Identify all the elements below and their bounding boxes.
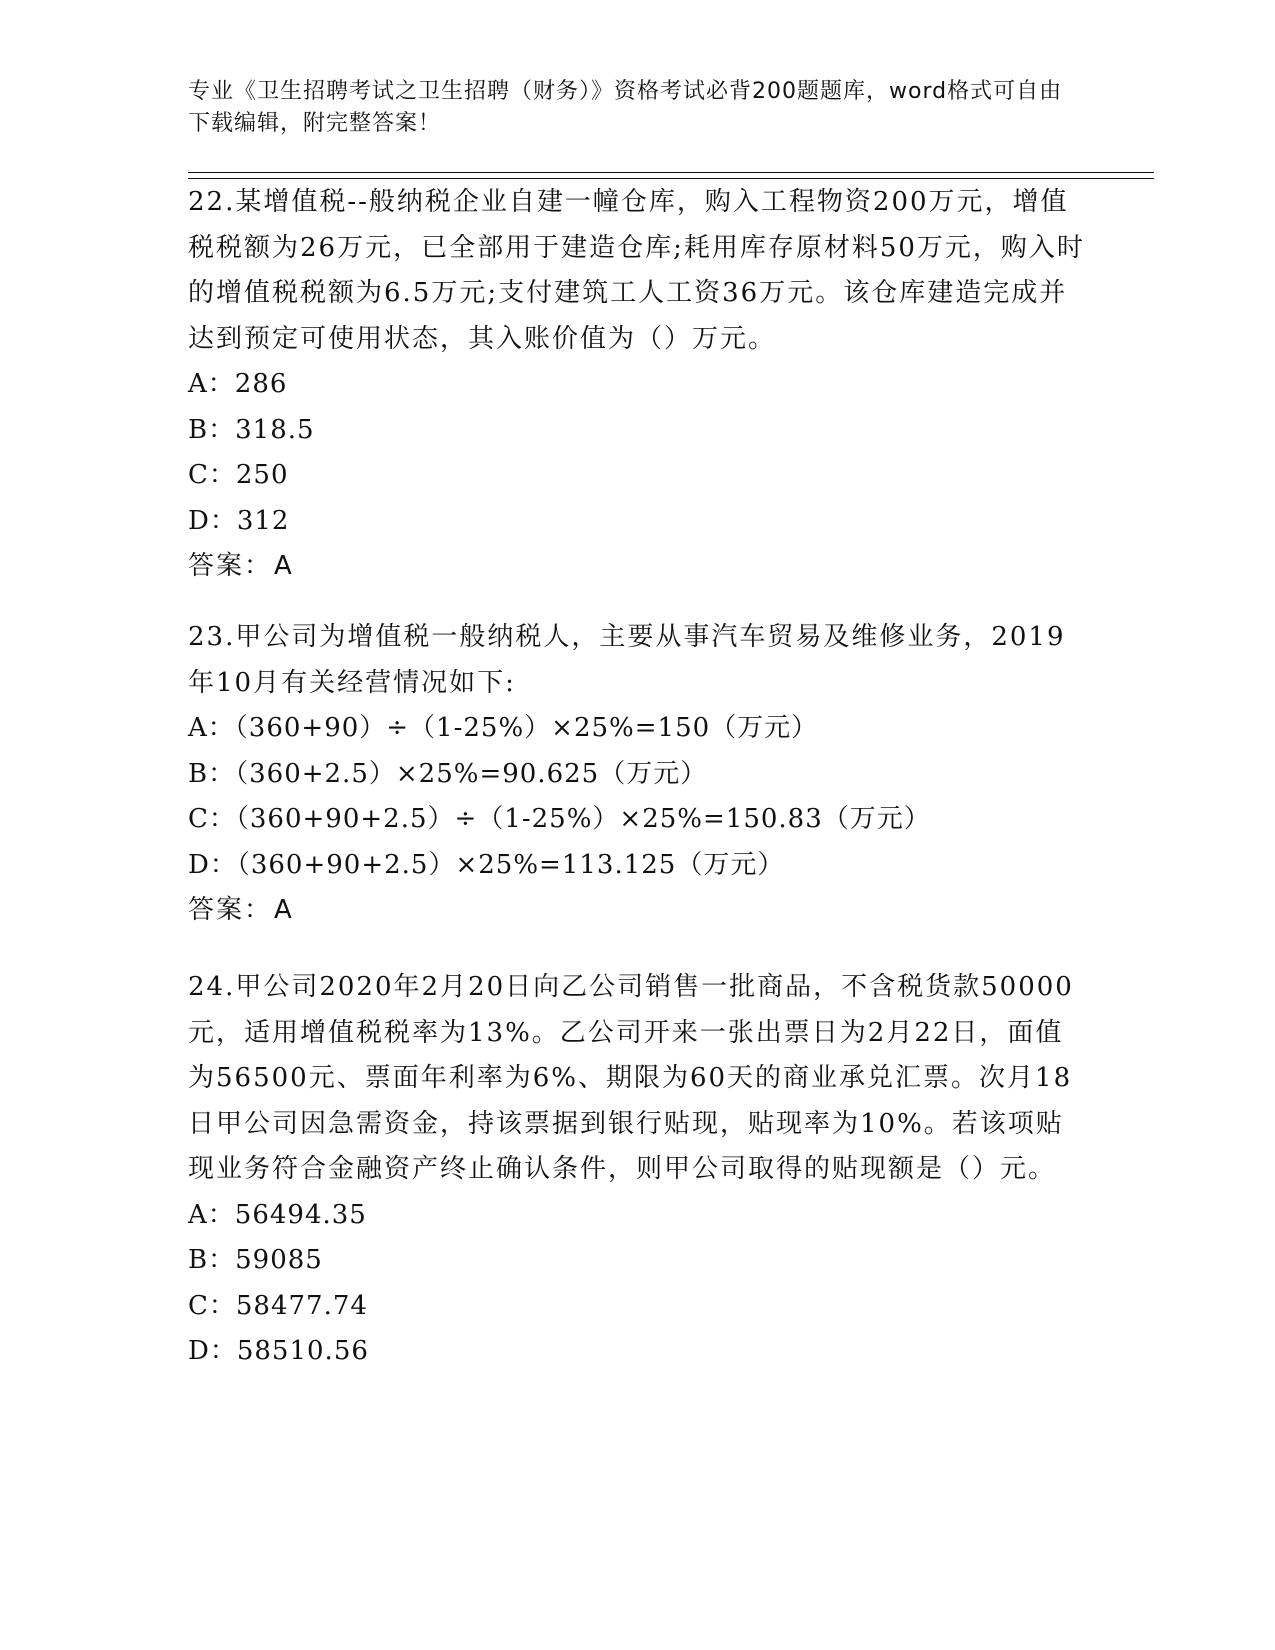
option-b: B：（360+2.5）×25%=90.625（万元） <box>188 758 708 789</box>
option-a: A：286 <box>188 369 288 399</box>
option-d: D：312 <box>188 505 290 536</box>
header-rule-top <box>188 172 1154 173</box>
option-c: C：（360+90+2.5）÷（1-25%）×25%=150.83（万元） <box>188 804 931 834</box>
question-stem: 23.甲公司为增值税一般纳税人，主要从事汽车贸易及维修业务，2019年10月有关经营情况如下: <box>188 622 1066 698</box>
question-23 <box>188 615 1088 934</box>
option-b: B：59085 <box>188 1245 323 1275</box>
option-a: A：56494.35 <box>188 1199 367 1230</box>
option-d: D：58510.56 <box>188 1336 369 1366</box>
question-stem: 24.甲公司2020年2月20日向乙公司销售一批商品，不含税货款50000元，适用增值税税率为13%。乙公司开来一张出票日为2月22日，面值为56500元、票面年利率为6%、期限为60天的商业承兑汇票。次月18日甲公司因急需资金，持该票据到银行贴现，贴现率为10%。若该项贴现业务符合金融资产终止确认条件，则甲公司取得的贴现额是（）元。 <box>188 972 1074 1184</box>
document-header: 专业《卫生招聘考试之卫生招聘（财务）》资格考试必背200题题库，word格式可自由下载编辑，附完整答案！ <box>188 79 1063 136</box>
question-24 <box>188 965 1088 1375</box>
answer-line <box>188 888 1088 934</box>
option-b: B：318.5 <box>188 414 315 445</box>
header-rule-bottom <box>188 178 1154 179</box>
answer-value: A <box>274 895 292 925</box>
answer-value: A <box>274 551 292 581</box>
answer-label: 答案： <box>188 551 273 581</box>
answer-line <box>188 544 1088 590</box>
question-22 <box>188 180 1088 590</box>
question-stem: 22.某增值税--般纳税企业自建一幢仓库，购入工程物资200万元，增值税税额为26万元，已全部用于建造仓库;耗用库存原材料50万元，购入时的增值税税额为6.5万元;支付建筑工人工资36万元。该仓库建造完成并达到预定可使用状态，其入账价值为（）万元。 <box>188 187 1085 354</box>
option-c: C：58477.74 <box>188 1290 368 1321</box>
option-a: A：（360+90）÷（1-25%）×25%=150（万元） <box>188 713 819 743</box>
answer-label: 答案： <box>188 895 273 925</box>
option-c: C：250 <box>188 460 289 490</box>
option-d: D：（360+90+2.5）×25%=113.125（万元） <box>188 849 785 880</box>
